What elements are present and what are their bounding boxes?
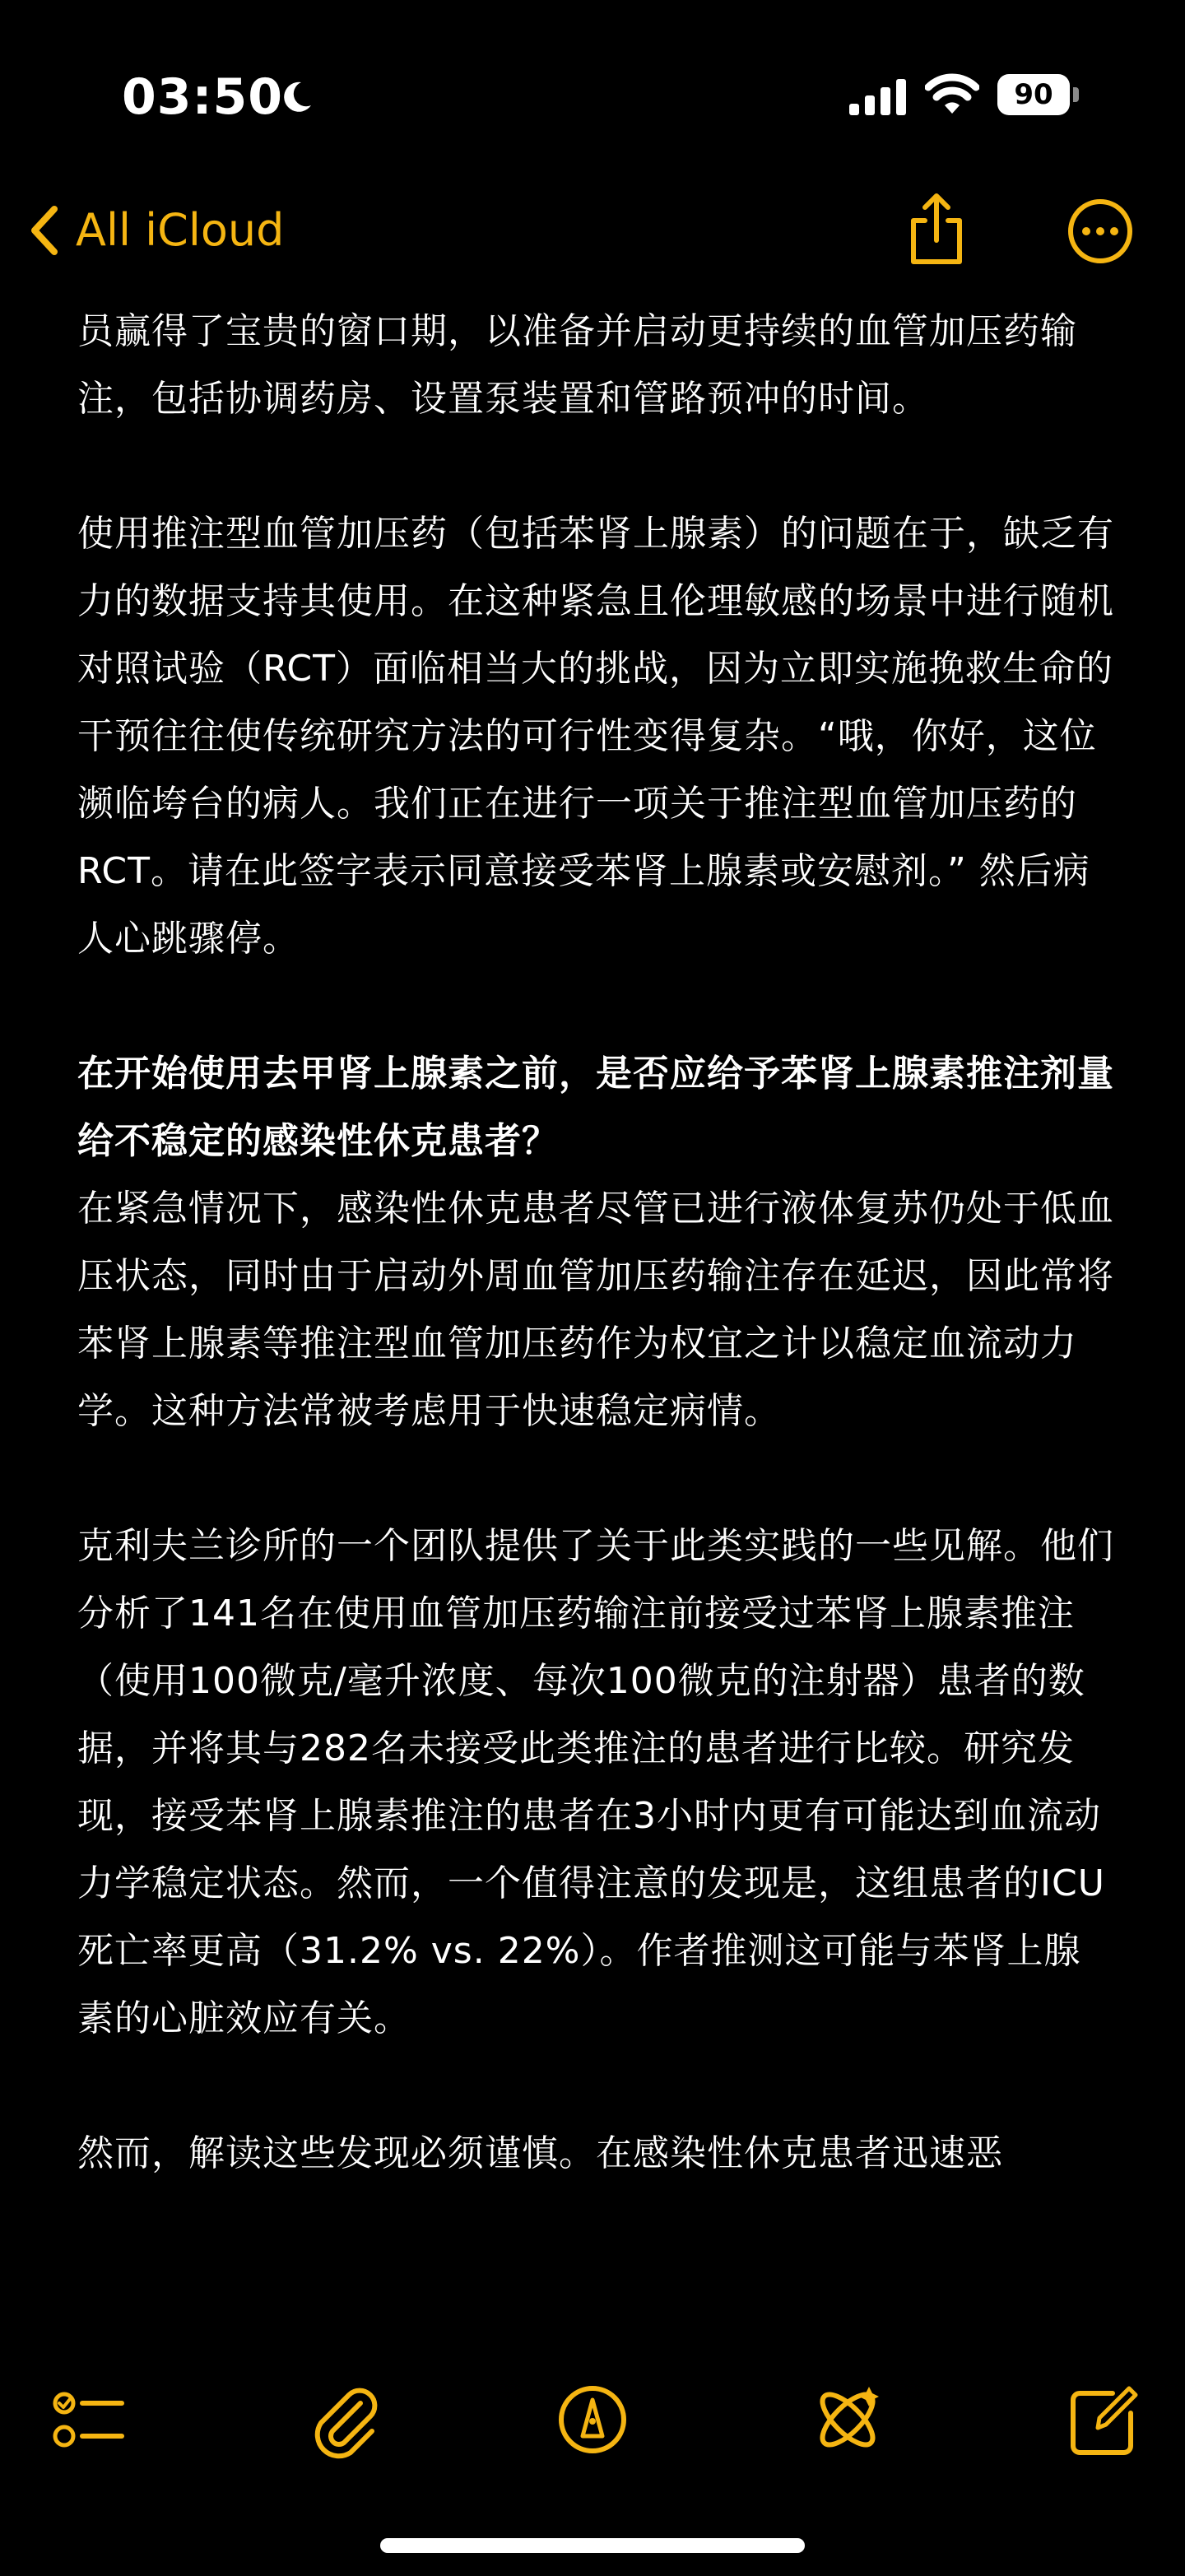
- status-bar: [0, 0, 1185, 148]
- battery-cap: [1073, 87, 1079, 102]
- bottom-toolbar: [0, 2370, 1185, 2469]
- back-button[interactable]: [20, 198, 284, 263]
- paragraph-gap: [77, 1445, 1114, 1513]
- note-paragraph: 员赢得了宝贵的窗口期，以准备并启动更持续的血管加压药输注，包括协调药房、设置泵装置和管路预冲的时间。: [77, 310, 1077, 420]
- paragraph-gap: [77, 2053, 1114, 2120]
- battery-level: 90: [997, 74, 1070, 115]
- paperclip-icon[interactable]: [303, 2378, 385, 2461]
- markup-pen-icon[interactable]: [551, 2378, 634, 2461]
- status-time: 03:50: [122, 68, 283, 126]
- home-indicator[interactable]: [380, 2538, 805, 2553]
- share-icon[interactable]: [902, 189, 971, 272]
- paragraph-gap: [77, 433, 1114, 500]
- note-paragraph: 在紧急情况下，感染性休克患者尽管已进行液体复苏仍处于低血压状态，同时由于启动外周血管加压药输注存在延迟，因此常将苯肾上腺素等推注型血管加压药作为权宜之计以稳定血流动力学。这种方法常被考虑用于快速稳定病情。: [77, 1188, 1114, 1432]
- moon-icon: [276, 77, 316, 117]
- note-paragraph: 使用推注型血管加压药（包括苯肾上腺素）的问题在于，缺乏有力的数据支持其使用。在这种紧急且伦理敏感的场景中进行随机对照试验（RCT）面临相当大的挑战，因为立即实施挽救生命的干预往往使传统研究方法的可行性变得复杂。“哦，你好，这位濒临垮台的病人。我们正在进行一项关于推注型血管加压药的RCT。请在此签字表示同意接受苯肾上腺素或安慰剂。” 然后病人心跳骤停。: [77, 513, 1114, 960]
- cellular-signal-icon: [848, 77, 908, 117]
- more-options-icon[interactable]: [1066, 198, 1134, 265]
- note-paragraph: 然而，解读这些发现必须谨慎。在感染性休克患者迅速恶: [77, 2132, 1003, 2174]
- battery-indicator: [997, 74, 1080, 115]
- back-label: All iCloud: [76, 204, 285, 256]
- checklist-icon[interactable]: [44, 2378, 127, 2461]
- wifi-icon: [925, 72, 979, 117]
- note-section-heading: 在开始使用去甲肾上腺素之前，是否应给予苯肾上腺素推注剂量给不稳定的感染性休克患者？: [77, 1053, 1114, 1162]
- chevron-left-icon: [20, 198, 69, 263]
- note-paragraph: 克利夫兰诊所的一个团队提供了关于此类实践的一些见解。他们分析了141名在使用血管加压药输注前接受过苯肾上腺素推注（使用100微克/毫升浓度、每次100微克的注射器）患者的数据，并将其与282名未接受此类推注的患者进行比较。研究发现，接受苯肾上腺素推注的患者在3小时内更有可能达到血流动力学稳定状态。然而，一个值得注意的发现是，这组患者的ICU死亡率更高（31.2% vs. 22%）。作者推测这可能与苯肾上腺素的心脏效应有关。: [77, 1525, 1114, 2039]
- apple-intelligence-icon[interactable]: [806, 2378, 889, 2461]
- note-body[interactable]: [77, 298, 1114, 2323]
- compose-icon[interactable]: [1062, 2378, 1144, 2461]
- paragraph-gap: [77, 973, 1114, 1040]
- nav-bar: [0, 173, 1185, 288]
